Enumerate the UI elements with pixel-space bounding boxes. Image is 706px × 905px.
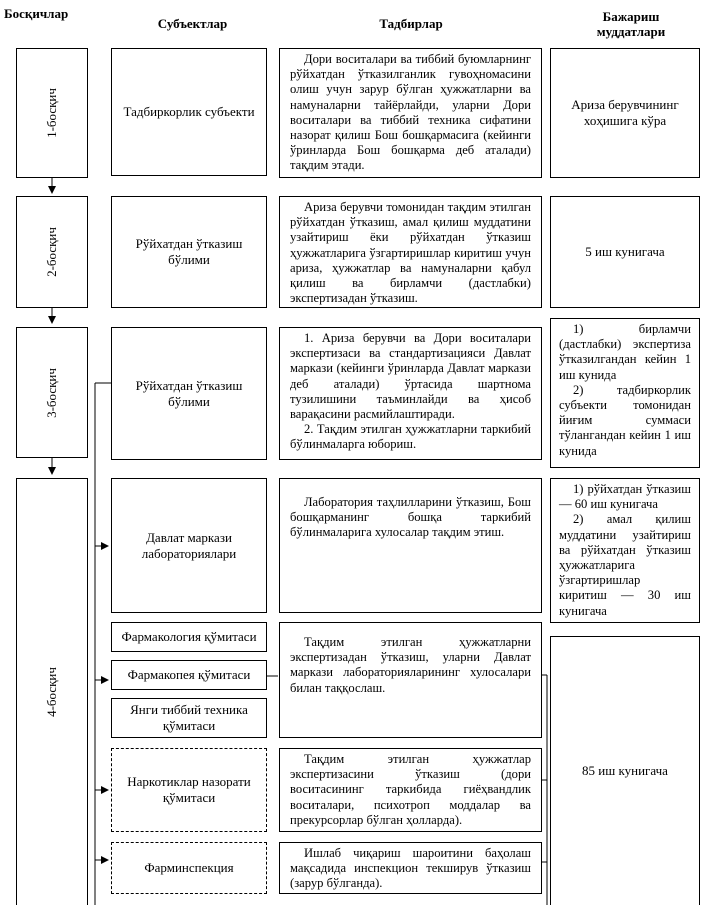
- deadline-4-item-2: 2) амал қилиш муддатини узайтириш ва рўйхатдан ўтказиш ҳужжатларига ўзгартиришлар киритиш — 30 иш кунигача: [559, 512, 691, 618]
- stage-2-box: [16, 196, 88, 308]
- measure-6: [279, 748, 542, 832]
- subject-registration-dept-1: Рўйхатдан ўтказиш бўлими: [111, 196, 267, 308]
- measure-2: [279, 196, 542, 308]
- subject-registration-dept-2: Рўйхатдан ўтказиш бўлими: [111, 327, 267, 460]
- deadline-4-item-1: 1) рўйхатдан ўтказиш — 60 иш кунигача: [559, 482, 691, 512]
- measure-3-item-2: 2. Тақдим этилган ҳужжатларни таркибий бўлинмаларга юбориш.: [290, 422, 531, 452]
- stage-4-box: [16, 478, 88, 905]
- stage-3-label: 3-босқич: [43, 367, 59, 418]
- measure-6-text: Тақдим этилган ҳужжатлар экспертизасини ўтказиш (дори воситасининг таркибида гиёҳвандлик воситалари, психотроп моддалар ва прекурсорлар бўлган ҳолларда).: [290, 752, 531, 827]
- deadline-3-item-1: 1) бирламчи (дастлабки) экспертиза ўтказилгандан кейин 1 иш кунида: [559, 322, 691, 382]
- subject-pharminspection: Фарминспекция: [111, 842, 267, 894]
- measure-5: [279, 622, 542, 738]
- subject-pharmacopoeia-committee: Фармакопея қўмитаси: [111, 660, 267, 690]
- stage-3-box: [16, 327, 88, 458]
- subject-entrepreneur: Тадбиркорлик субъекти: [111, 48, 267, 176]
- deadline-1: Ариза берувчининг хоҳишига кўра: [550, 48, 700, 178]
- stage-4-label: 4-босқич: [43, 667, 59, 717]
- measure-7: [279, 842, 542, 894]
- measure-2-text: Ариза берувчи томонидан тақдим этилган рўйхатдан ўтказиш, амал қилиш муддатини узайтириш ёки рўйхатдан ўтказиш ҳужжатларига ўзгартиришлар киритиш учун ариза, ҳужжатлар ва намуналарни қабул қилиш ва бирламчи (дастлабки) экспертизадан ўтказиш.: [290, 200, 531, 306]
- header-measures: Тадбирлар: [379, 16, 443, 31]
- measure-1: [279, 48, 542, 178]
- stage-1-label: 1-босқич: [43, 88, 59, 138]
- measure-3: [279, 327, 542, 460]
- stage-1-box: [16, 48, 88, 178]
- measure-5-text: Тақдим этилган ҳужжатларни экспертизадан ўтказиш, уларни Давлат маркази лабораторияларининг хулосалари билан таққослаш.: [290, 635, 531, 695]
- deadline-5: 85 иш кунигача: [550, 636, 700, 905]
- measure-7-text: Ишлаб чиқариш шароитини баҳолаш мақсадида инспекцион текширув ўтказиш (зарур бўлганда).: [290, 846, 531, 891]
- subject-new-medtech-committee: Янги тиббий техника қўмитаси: [111, 698, 267, 738]
- subject-pharmacology-committee: Фармакология қўмитаси: [111, 622, 267, 652]
- deadline-3-item-2: 2) тадбиркорлик субъекти томонидан йиғим суммаси тўлангандан кейин 1 иш кунида: [559, 382, 691, 458]
- measure-1-text: Дори воситалари ва тиббий буюмларнинг рўйхатдан ўтказилганлик гувоҳномасини олиш учун зарур бўлган ҳужжатларни ва намуналарни тайёрлайди, уларни Дори воситалари ва тиббий техника сифатини назорат қилиш Бош бошқармасига (кейинги ўринларда Бош бошқарма деб аталади) тақдим этади.: [290, 52, 531, 173]
- header-subjects: Субъектлар: [157, 16, 228, 31]
- header-deadlines: Бажариш муддатлари: [596, 9, 666, 39]
- measure-3-item-1: 1. Ариза берувчи ва Дори воситалари экспертизаси ва стандартизацияси Давлат маркази (кейинги ўринларда Давлат маркази деб аталади) ўртасида шартнома тузилишини таъминлайди ва ҳисоб варақасини расмийлаштиради.: [290, 331, 531, 422]
- stage-2-label: 2-босқич: [43, 227, 59, 277]
- measure-4-text: Лаборатория таҳлилларини ўтказиш, Бош бошқарманинг бошқа таркибий бўлинмаларига хулосалар тақдим этиш.: [290, 495, 531, 540]
- subject-narcotics-committee: Наркотиклар назорати қўмитаси: [111, 748, 267, 832]
- deadline-3: [550, 318, 700, 468]
- measure-4: [279, 478, 542, 613]
- deadline-4: [550, 478, 700, 623]
- subject-state-center-labs: Давлат маркази лабораториялари: [111, 478, 267, 613]
- deadline-2: 5 иш кунигача: [550, 196, 700, 308]
- header-stages: Босқичлар: [4, 6, 69, 21]
